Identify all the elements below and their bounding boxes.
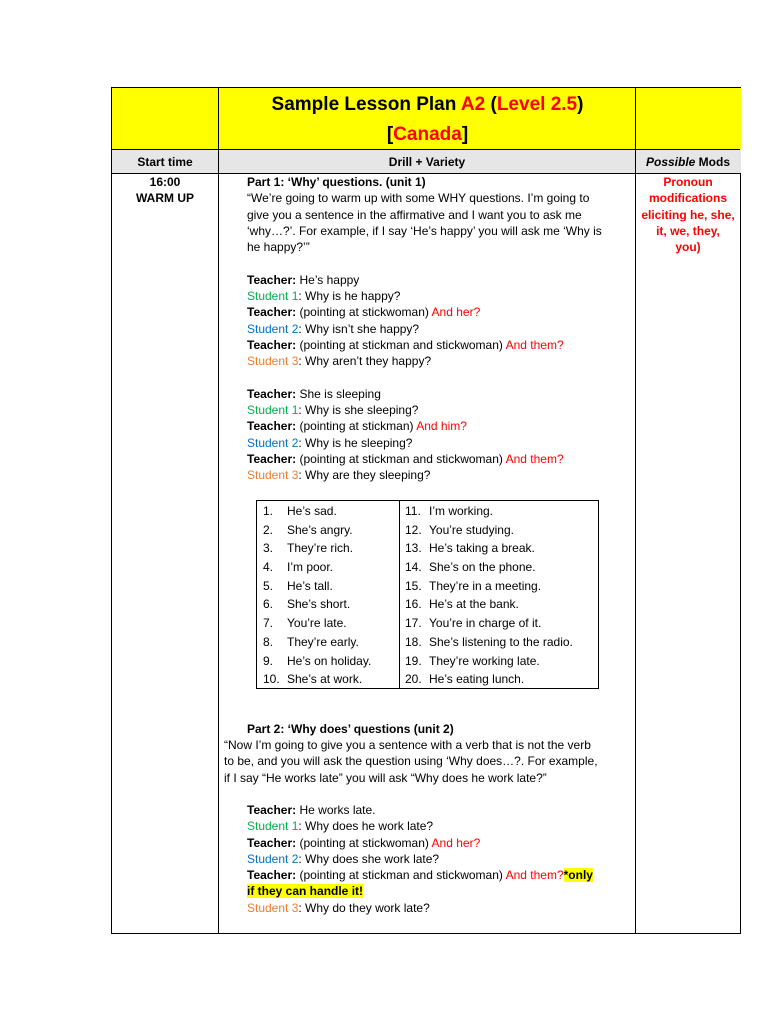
sentence-text: She’s listening to the radio.: [429, 634, 573, 649]
dialogue-line: Teacher: (pointing at stickman and stickwoman) And them?*only: [247, 868, 593, 883]
title-country: Canada: [393, 124, 462, 145]
title-paren-close: ): [577, 94, 584, 115]
sentence-number: 20.: [405, 672, 422, 687]
sentence-text: He’s sad.: [287, 504, 337, 518]
sentence-text: You’re in charge of it.: [429, 616, 542, 631]
sentence-text: They’re rich.: [287, 541, 354, 556]
sentence-text: She’s at work.: [287, 672, 363, 687]
sentence-text: He’s tall.: [287, 578, 333, 593]
dialogue-line: [247, 883, 633, 899]
sentence-item: [405, 539, 573, 558]
sentence-item: [263, 633, 371, 652]
sentence-number: 2.: [263, 522, 274, 537]
dialogue-line: Teacher: He’s happy: [247, 272, 360, 287]
sentence-number: 3.: [263, 541, 274, 556]
mods-note-line: Pronoun: [663, 175, 713, 189]
mods-note-line: eliciting he, she,: [641, 207, 735, 222]
part1-intro-line: give you a sentence in the affirmative and I want you to ask me: [247, 207, 582, 222]
title-row-bg-left: [112, 88, 219, 150]
dialogue-line: Student 3: Why aren’t they happy?: [247, 354, 432, 369]
sentence-number: 9.: [263, 653, 274, 668]
sentence-text: I’m working.: [429, 504, 494, 518]
sentence-item: [263, 521, 371, 540]
sentence-text: She’s on the phone.: [429, 560, 536, 575]
part1-heading: Part 1: ‘Why’ questions. (unit 1): [247, 175, 426, 189]
part1-intro-line: he happy?’”: [247, 240, 310, 255]
sentence-number: 13.: [405, 541, 422, 556]
sentence-table-divider: [399, 501, 400, 688]
sentence-number: 1.: [263, 504, 274, 518]
sentence-text: He’s eating lunch.: [429, 672, 525, 687]
sentence-item: [263, 614, 371, 633]
header-start-time: Start time: [137, 155, 193, 169]
sentence-number: 19.: [405, 653, 422, 668]
sentence-text: She’s angry.: [287, 522, 353, 537]
part2-dialogue: [247, 802, 633, 916]
dialogue-line: Student 2: Why isn’t she happy?: [247, 321, 420, 336]
sentence-text: They’re working late.: [429, 653, 540, 668]
sentence-number: 14.: [405, 560, 422, 575]
sentence-number: 15.: [405, 578, 422, 593]
mods-note-line: it, we, they,: [656, 223, 720, 238]
sentence-item: [263, 652, 371, 671]
title-level-code: A2: [460, 94, 486, 115]
sentence-text: You’re studying.: [429, 522, 514, 537]
title-row-bg-right: [635, 88, 741, 150]
dialogue-line: Student 2: Why is he sleeping?: [247, 435, 413, 450]
mods-note-line: you): [675, 240, 701, 255]
sentence-number: 5.: [263, 578, 274, 593]
sentence-item: [263, 539, 371, 558]
sentence-number: 12.: [405, 522, 422, 537]
sentence-text: They’re early.: [287, 634, 359, 649]
sentence-column-right: [405, 502, 573, 689]
part2-intro-line: “Now I’m going to give you a sentence with a verb that is not the verb: [224, 738, 591, 752]
sentence-number: 18.: [405, 634, 422, 649]
sentence-item: [405, 577, 573, 596]
title-bracket-open: [: [386, 124, 394, 145]
sentence-text: He’s taking a break.: [429, 541, 535, 556]
sentence-number: 11.: [405, 504, 421, 518]
dialogue-line: Teacher: (pointing at stickwoman) And her?: [247, 835, 481, 850]
header-mods-italic: Possible: [645, 155, 696, 169]
part2-heading: Part 2: ‘Why does’ questions (unit 2): [247, 722, 454, 736]
sentence-text: He’s on holiday.: [287, 653, 372, 668]
dialogue-line: Student 3: Why do they work late?: [247, 900, 430, 915]
sentence-item: [405, 521, 573, 540]
part2-intro-line: if I say “He works late” you will ask “Why does he work late?”: [224, 770, 547, 785]
sentence-number: 8.: [263, 634, 274, 649]
dialogue-line: Student 1: Why is he happy?: [247, 289, 401, 304]
mods-note-line: modifications: [648, 191, 727, 206]
sentence-item: [405, 670, 573, 689]
sentence-item: [405, 502, 573, 521]
sentence-text: You’re late.: [287, 616, 347, 631]
sentence-item: [263, 595, 371, 614]
sentence-table: [256, 500, 599, 689]
header-drill: Drill + Variety: [388, 155, 466, 169]
sentence-item: [405, 633, 573, 652]
part2-intro-line: to be, and you will ask the question using ‘Why does…?. For example,: [224, 754, 598, 769]
highlight-note: if they can handle it!: [247, 884, 364, 899]
title-text: Sample Lesson Plan: [271, 94, 461, 115]
header-mods-rest: Mods: [695, 155, 731, 169]
sentence-item: [263, 577, 371, 596]
sentence-text: He’s at the bank.: [429, 597, 519, 612]
part1-intro-line: ‘why…?’. For example, if I say ‘He’s happy’ you will ask me ‘Why is: [247, 223, 602, 238]
dialogue-line: Student 2: Why does she work late?: [247, 851, 440, 866]
page-title: [220, 90, 635, 150]
lesson-plan-table: [111, 87, 741, 934]
start-time-value: 16:00: [149, 175, 181, 189]
title-bracket-close: ]: [461, 124, 469, 145]
dialogue-line: Teacher: (pointing at stickwoman) And her?: [247, 305, 481, 320]
mods-note: [635, 174, 741, 255]
sentence-text: They’re in a meeting.: [429, 578, 542, 593]
part2-section: [224, 737, 634, 786]
dialogue-line: Student 1: Why does he work late?: [247, 819, 434, 834]
sentence-number: 16.: [405, 597, 422, 612]
highlight-note: *only: [563, 868, 593, 883]
header-mods: [635, 152, 741, 172]
sentence-item: [263, 558, 371, 577]
column-divider-1: [218, 88, 219, 933]
sentence-number: 4.: [263, 560, 274, 575]
dialogue-line: Teacher: (pointing at stickman) And him?: [247, 419, 467, 434]
part1-section: [247, 174, 633, 484]
sentence-text: She’s short.: [287, 597, 351, 612]
dialogue-line: Teacher: (pointing at stickman and stickwoman) And them?: [247, 337, 564, 352]
sentence-item: [405, 595, 573, 614]
sentence-item: [405, 614, 573, 633]
time-cell: [112, 174, 218, 207]
sentence-number: 10.: [263, 672, 280, 687]
sentence-item: [263, 502, 371, 521]
dialogue-line: Student 3: Why are they sleeping?: [247, 468, 431, 483]
sentence-item: [405, 558, 573, 577]
dialogue-line: Student 1: Why is she sleeping?: [247, 403, 419, 418]
dialogue-line: Teacher: He works late.: [247, 803, 376, 817]
sentence-text: I’m poor.: [287, 560, 334, 575]
sentence-item: [405, 652, 573, 671]
sentence-item: [263, 670, 371, 689]
sentence-column-left: [263, 502, 371, 689]
dialogue-line: Teacher: (pointing at stickman and stickwoman) And them?: [247, 452, 564, 467]
part1-intro-line: “We’re going to warm up with some WHY questions. I’m going to: [247, 191, 590, 206]
dialogue-line: Teacher: She is sleeping: [247, 386, 381, 401]
title-paren-open: (: [485, 94, 497, 115]
sentence-number: 17.: [405, 616, 422, 631]
phase-label: WARM UP: [136, 191, 194, 206]
sentence-number: 6.: [263, 597, 274, 612]
title-level: Level 2.5: [496, 94, 578, 115]
sentence-number: 7.: [263, 616, 274, 631]
